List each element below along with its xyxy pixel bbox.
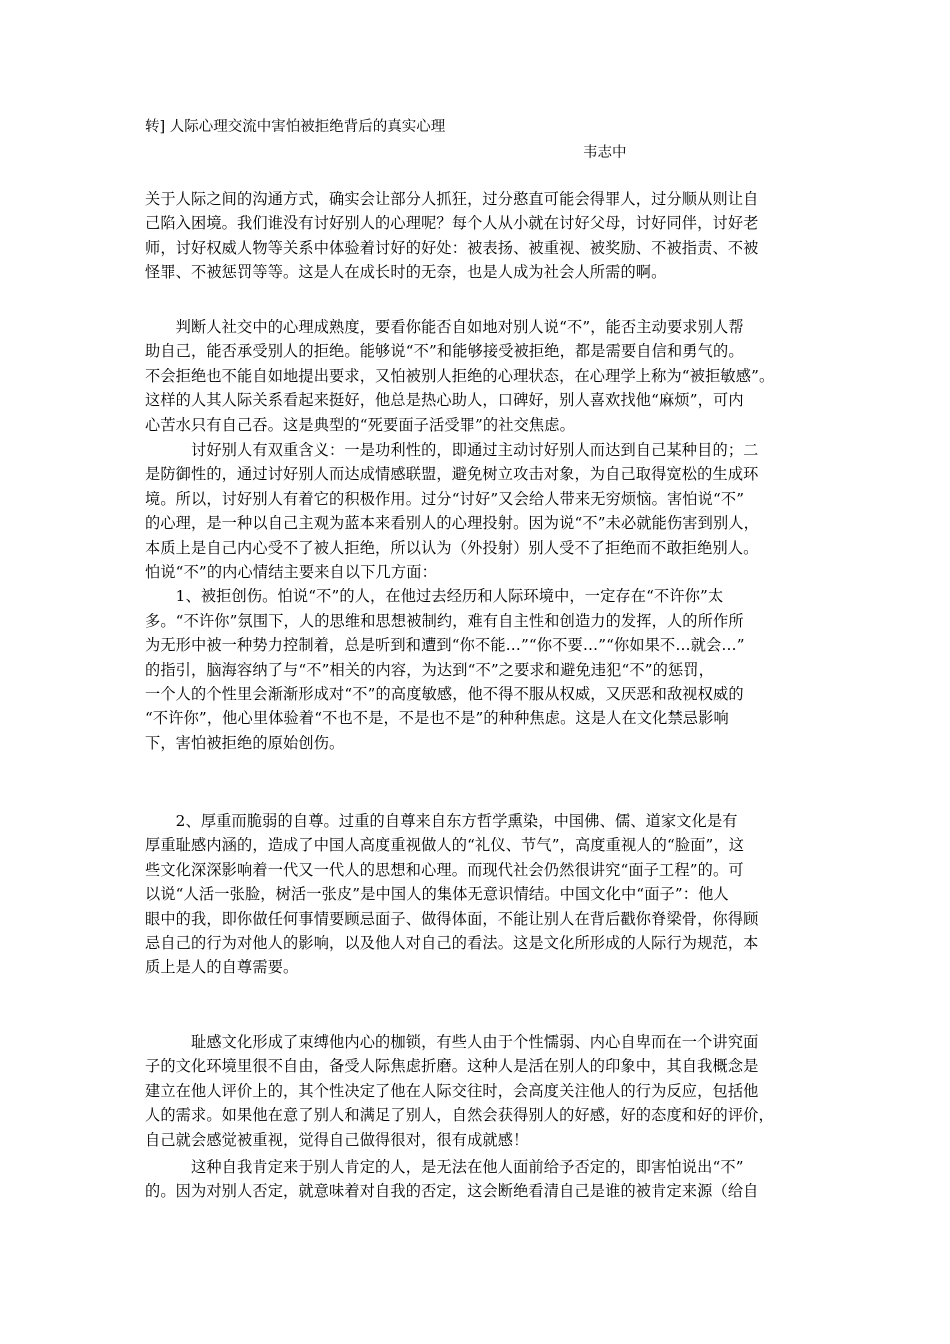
paragraph	[145, 315, 808, 437]
text-line: 己陷入困境。我们谁没有讨好别人的心理呢？每个人从小就在讨好父母，讨好同伴，讨好老	[145, 214, 759, 233]
text-line: 是防御性的，通过讨好别人而达成情感联盟，避免树立攻击对象，为自己取得宽松的生成环	[145, 465, 759, 484]
text-line: 师，讨好权威人物等关系中体验着讨好的好处：被表扬、被重视、被奖励、不被指责、不被	[145, 238, 759, 257]
text-line: 多。“不许你”氛围下，人的思维和思想被制约，难有自主性和创造力的发挥，人的所作所	[145, 611, 744, 630]
text-line: 厚重耻感内涵的，造成了中国人高度重视做人的“礼仪、节气”，高度重视人的“脸面”，这	[145, 836, 745, 855]
text-line: 下，害怕被拒绝的原始创伤。	[145, 733, 345, 752]
text-line: 境。所以，讨好别人有着它的积极作用。过分“讨好”又会给人带来无穷烦恼。害怕说“不”	[145, 489, 745, 508]
text-line: 关于人际之间的沟通方式，确实会让部分人抓狂，过分憨直可能会得罪人，过分顺从则让自	[145, 190, 759, 208]
text-line: 不会拒绝也不能自如地提出要求，又怕被别人拒绝的心理状态，在心理学上称为“被拒敏感”。	[145, 366, 775, 385]
text-line: 的心理，是一种以自己主观为蓝本来看别人的心理投射。因为说“不”未必就能伤害到别人，	[145, 514, 759, 533]
text-line: 为无形中被一种势力控制着，总是听到和遭到“你不能…”“你不要…”“你如果不…就会…”	[145, 636, 745, 655]
text-line: 一个人的个性里会渐渐形成对“不”的高度敏感，他不得不服从权威，又厌恶和敌视权威的	[145, 684, 744, 703]
text-line: 判断人社交中的心理成熟度，要看你能否自如地对别人说“不”，能否主动要求别人帮	[145, 318, 744, 336]
text-line: 自己就会感觉被重视，觉得自己做得很对，很有成就感！	[145, 1130, 529, 1149]
text-line: 心苦水只有自己吞。这是典型的“死要面子活受罪”的社交焦虑。	[145, 415, 575, 434]
text-line: 的。因为对别人否定，就意味着对自我的否定，这会断绝看清自己是谁的被肯定来源（给自	[145, 1182, 759, 1201]
text-line: 些文化深深影响着一代又一代人的思想和心理。而现代社会仍然很讲究“面子工程”的。可	[145, 860, 744, 879]
text-line: 讨好别人有双重含义：一是功利性的，即通过主动讨好别人而达到自己某种目的；二	[145, 441, 759, 459]
text-line: 人的需求。如果他在意了别人和满足了别人，自然会获得别人的好感，好的态度和好的评价，	[145, 1106, 774, 1125]
text-line: “不许你”，他心里体验着“不也不是，不是也不是”的种种焦虑。这是人在文化禁忌影响	[145, 709, 729, 728]
paragraph	[145, 1155, 808, 1204]
text-line: 1、被拒创伤。怕说“不”的人，在他过去经历和人际环境中，一定存在“不许你”太	[145, 587, 724, 606]
paragraph	[145, 809, 808, 980]
text-line: 耻感文化形成了束缚他内心的枷锁，有些人由于个性懦弱、内心自卑而在一个讲究面	[145, 1033, 759, 1051]
document-title: 转] 人际心理交流中害怕被拒绝背后的真实心理	[145, 119, 446, 135]
text-line: 助自己，能否承受别人的拒绝。能够说“不”和能够接受被拒绝，都是需要自信和勇气的。	[145, 342, 744, 361]
text-line: 建立在他人评价上的，其个性决定了他在人际交往时，会高度关注他人的行为反应，包括他	[145, 1081, 759, 1100]
text-line: 2、厚重而脆弱的自尊。过重的自尊来自东方哲学熏染，中国佛、儒、道家文化是有	[145, 812, 738, 830]
text-line: 质上是人的自尊需要。	[145, 958, 299, 977]
text-line: 子的文化环境里很不自由，备受人际焦虑折磨。这种人是活在别人的印象中，其自我概念是	[145, 1057, 759, 1076]
text-line: 以说“人活一张脸，树活一张皮”是中国人的集体无意识情结。中国文化中“面子”：他人	[145, 885, 729, 904]
text-line: 怕说“不”的内心情结主要来自以下几方面：	[145, 562, 437, 581]
text-line: 本质上是自己内心受不了被人拒绝，所以认为（外投射）别人受不了拒绝而不敢拒绝别人。	[145, 538, 759, 557]
author-name: 韦志中	[583, 145, 627, 161]
text-line: 这样的人其人际关系看起来挺好，他总是热心助人，口碑好，别人喜欢找他“麻烦”，可内	[145, 391, 744, 410]
paragraph	[145, 438, 808, 755]
text-line: 的指引，脑海容纳了与“不”相关的内容，为达到“不”之要求和避免违犯“不”的惩罚，	[145, 660, 714, 679]
paragraph	[145, 187, 808, 285]
paragraph	[145, 1030, 808, 1152]
text-line: 怪罪、不被惩罚等等。这是人在成长时的无奈，也是人成为社会人所需的啊。	[145, 263, 667, 282]
text-line: 这种自我肯定来于别人肯定的人，是无法在他人面前给予否定的，即害怕说出“不”	[145, 1158, 744, 1176]
text-line: 忌自己的行为对他人的影响，以及他人对自己的看法。这是文化所形成的人际行为规范，本	[145, 933, 759, 952]
text-line: 眼中的我，即你做任何事情要顾忌面子、做得体面，不能让别人在背后戳你脊梁骨，你得顾	[145, 909, 759, 928]
